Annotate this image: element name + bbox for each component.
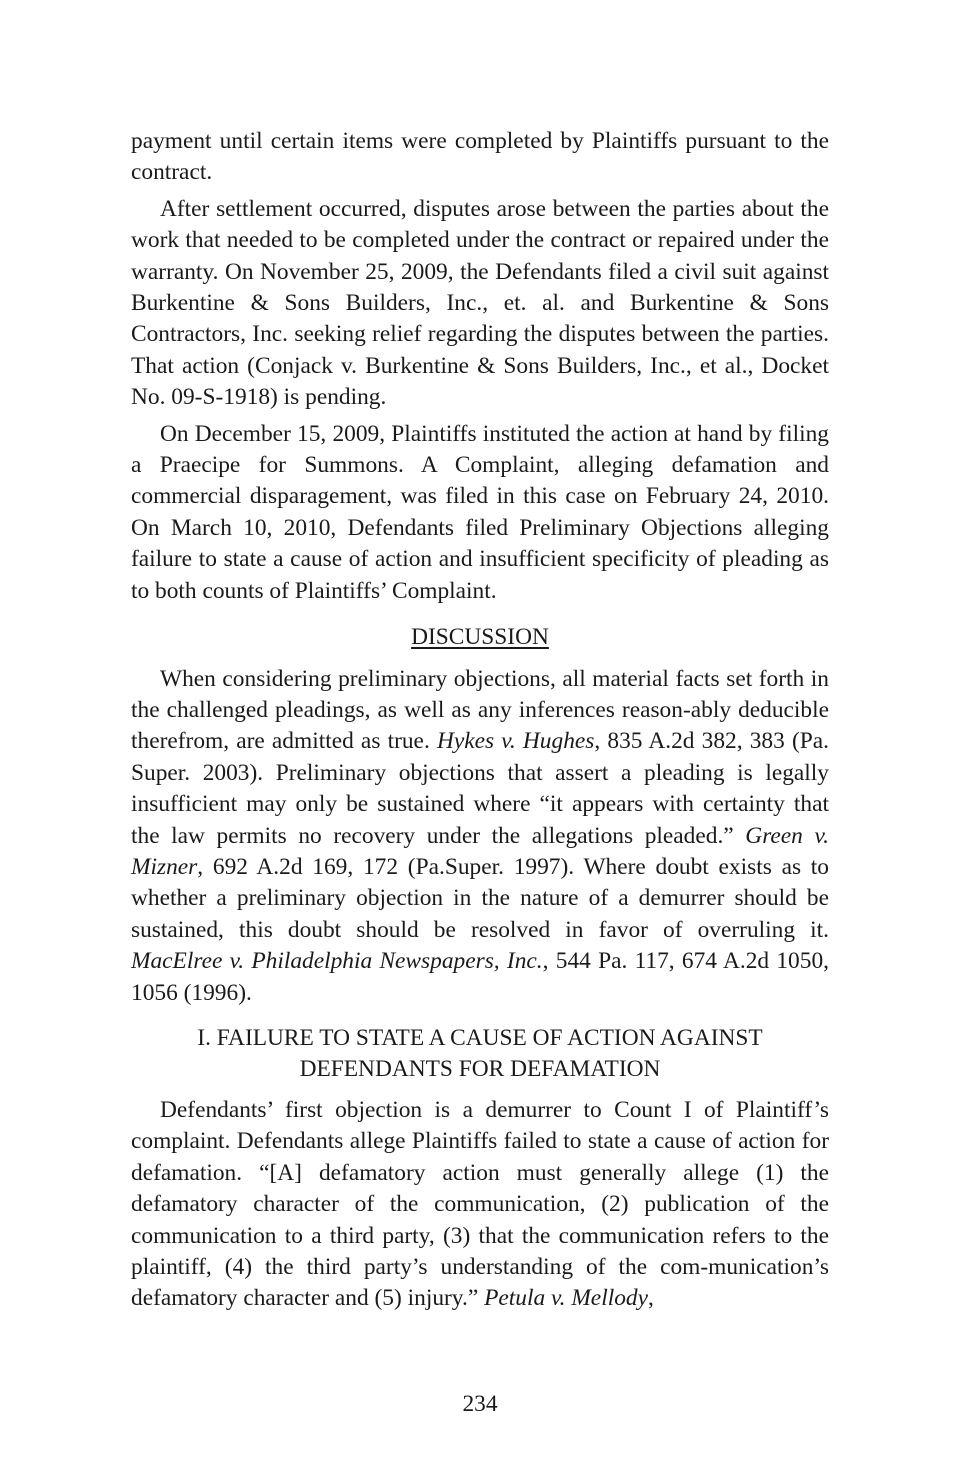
case-citation-green: Green v. Mizner <box>131 822 829 880</box>
section-one-heading-line-1: I. FAILURE TO STATE A CAUSE OF ACTION AGAINST <box>197 1024 763 1051</box>
paragraph-settlement-disputes: After settlement occurred, disputes arose between the parties about the work that needed to be completed under the contract or repaired under the warranty. On November 25, 2009, the Defendants filed a civil suit against Burkentine & Sons Builders, Inc., et. al. and Burkentine & Sons Contractors, Inc. seeking relief regarding the disputes between the parties. That action (Conjack v. Burkentine & Sons Builders, Inc., et al., Docket No. 09-S-1918) is pending. <box>131 195 829 411</box>
case-citation-hykes: Hykes v. Hughes <box>436 728 595 755</box>
discussion-text-3: , 692 A.2d 169, 172 (Pa.Super. 1997). Where doubt exists as to whether a preliminary objection in the nature of a demurrer should be sustained, this doubt should be resolved in favor of overruling it. <box>131 853 829 943</box>
section-one-heading-line-2: DEFENDANTS FOR DEFAMATION <box>299 1055 661 1082</box>
case-citation-macelree: MacElree v. Philadelphia Newspapers, Inc. <box>131 948 543 975</box>
discussion-text-2: , 835 A.2d 382, 383 (Pa. Super. 2003). Preliminary objections that assert a pleading is legally insufficient may only be sustained where “it appears with certainty that the law permits no recovery under the allegations pleaded.” <box>131 728 829 849</box>
paragraph-discussion <box>131 664 829 1009</box>
paragraph-procedural-history: On December 15, 2009, Plaintiffs instituted the action at hand by filing a Praecipe for Summons. A Complaint, alleging defamation and commercial disparagement, was filed in this case on February 24, 2010. On March 10, 2010, Defendants filed Preliminary Objections alleging failure to state a cause of action and insufficient specificity of pleading as to both counts of Plaintiffs’ Complaint. <box>131 420 829 604</box>
defamation-text-1: Defendants’ first objection is a demurrer to Count I of Plaintiff’s complaint. Defendants allege Plaintiffs failed to state a cause of action for defamation. “[A] defamatory action must generally allege (1) the defamatory character of the communication, (2) publication of the communication to a third party, (3) that the communication refers to the plaintiff, (4) the third party’s understanding of the com-munication’s defamatory character and (5) injury.” <box>131 1096 829 1312</box>
case-citation-petula: Petula v. Mellody <box>484 1285 648 1312</box>
discussion-text-4: , 544 Pa. 117, 674 A.2d 1050, 1056 (1996). <box>131 948 829 1006</box>
page-number: 234 <box>462 1391 498 1417</box>
discussion-text-1: When considering preliminary objections, all material facts set forth in the challenged pleadings, as well as any inferences reason-ably deducible therefrom, are admitted as true. <box>131 665 829 755</box>
section-one-heading <box>131 1023 829 1085</box>
document-page <box>131 126 829 1315</box>
discussion-heading: DISCUSSION <box>411 624 549 651</box>
defamation-text-2: , <box>647 1285 654 1312</box>
paragraph-continuation: payment until certain items were completed by Plaintiffs pursuant to the contract. <box>131 128 829 186</box>
paragraph-defamation <box>131 1095 829 1315</box>
